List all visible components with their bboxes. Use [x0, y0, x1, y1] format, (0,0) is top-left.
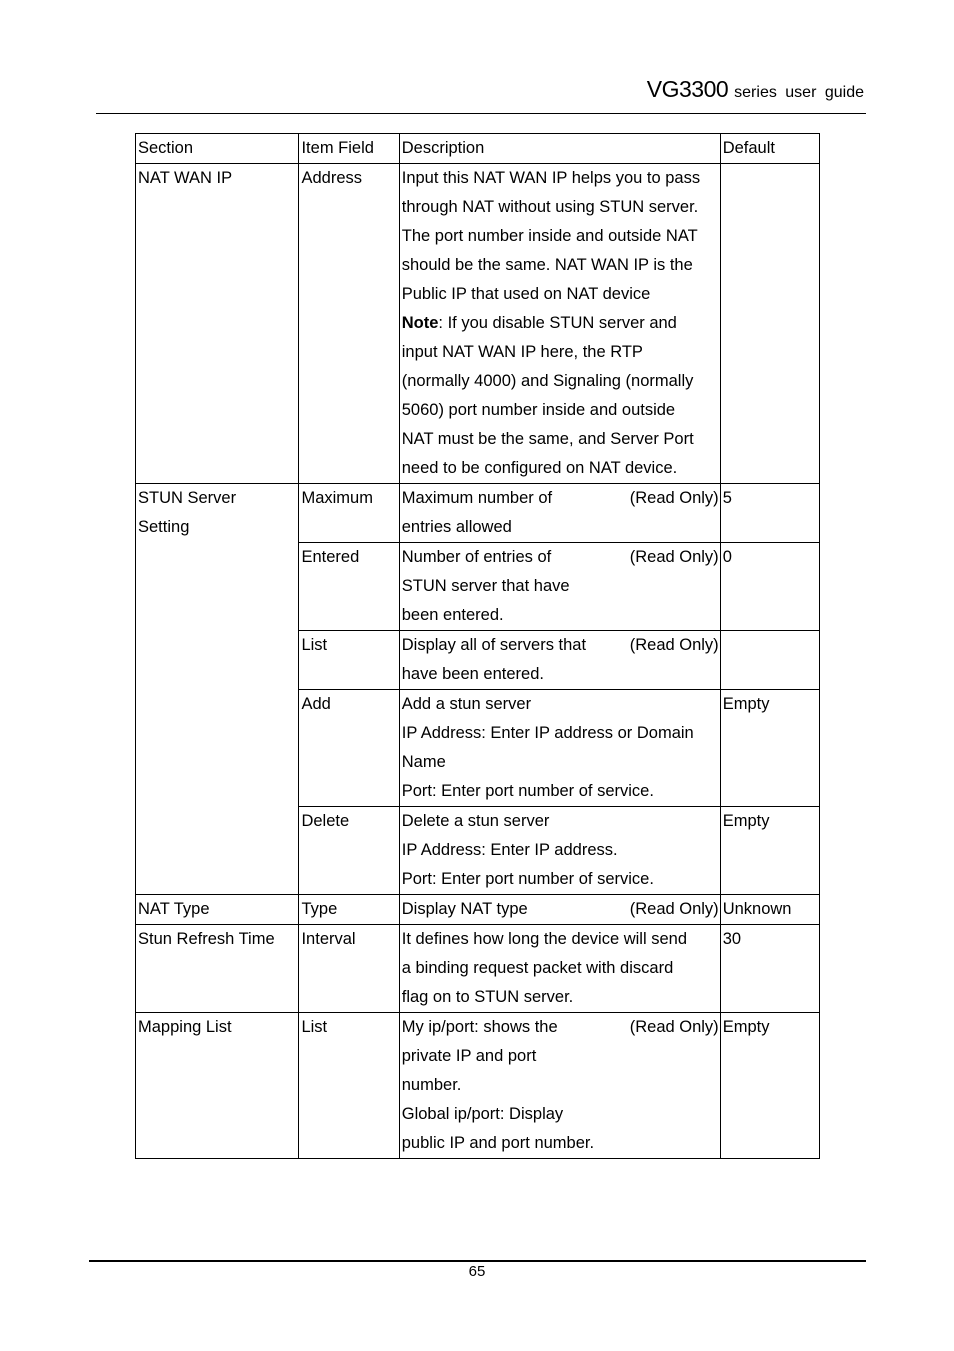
- table-row-nat-type: [136, 895, 820, 925]
- cell-description: [399, 164, 720, 484]
- desc-line: public IP and port number.: [401, 1134, 595, 1152]
- cell-default: [720, 631, 819, 690]
- table-row-mapping-list: [136, 1013, 820, 1159]
- desc-line: should be the same. NAT WAN IP is the: [401, 256, 693, 274]
- cell-item: Delete: [299, 807, 399, 895]
- cell-section-stun: [136, 484, 299, 895]
- stun-settings-table: [135, 133, 820, 1159]
- desc-line: Add a stun server: [401, 695, 532, 713]
- note-line: [402, 309, 719, 338]
- header-default: Default: [720, 134, 819, 164]
- cell-item: Add: [299, 690, 399, 807]
- desc-line: My ip/port: shows the: [401, 1018, 558, 1036]
- cell-description: [399, 631, 720, 690]
- cell-item: Interval: [299, 925, 399, 1013]
- cell-default: Empty: [720, 690, 819, 807]
- desc-line: number.: [401, 1076, 462, 1094]
- desc-line: a binding request packet with discard: [401, 959, 674, 977]
- desc-line: NAT must be the same, and Server Port: [401, 430, 694, 448]
- cell-default: 5: [720, 484, 819, 543]
- desc-line: been entered.: [401, 606, 504, 624]
- read-only-tag: (Read Only): [629, 900, 719, 918]
- read-only-tag: (Read Only): [629, 1018, 719, 1036]
- cell-default: Unknown: [720, 895, 819, 925]
- desc-line: through NAT without using STUN server.: [401, 198, 699, 216]
- header-item-field: Item Field: [299, 134, 399, 164]
- desc-line: STUN server that have: [401, 577, 570, 595]
- desc-line: Port: Enter port number of service.: [401, 782, 654, 800]
- page-number: 65: [468, 1263, 486, 1280]
- cell-section: Stun Refresh Time: [136, 925, 299, 1013]
- cell-default: Empty: [720, 1013, 819, 1159]
- desc-line: 5060) port number inside and outside: [401, 401, 676, 419]
- header-subtitle: series user guide: [734, 84, 864, 101]
- table-row-stun-refresh: [136, 925, 820, 1013]
- cell-description: [399, 543, 720, 631]
- desc-line: It defines how long the device will send: [401, 930, 688, 948]
- header-description: Description: [399, 134, 720, 164]
- cell-description: [399, 690, 720, 807]
- note-text: : If you disable STUN server and: [438, 314, 677, 332]
- cell-description: [399, 484, 720, 543]
- cell-item: Entered: [299, 543, 399, 631]
- desc-line: Port: Enter port number of service.: [401, 870, 654, 888]
- desc-line: Number of entries of: [401, 548, 552, 566]
- header-model: VG3300: [646, 76, 729, 102]
- desc-line: Display NAT type: [401, 900, 528, 918]
- cell-description: [399, 895, 720, 925]
- header-rule: [96, 113, 866, 114]
- desc-line: (normally 4000) and Signaling (normally: [401, 372, 694, 390]
- read-only-tag: (Read Only): [629, 548, 719, 566]
- page-header: [647, 76, 864, 103]
- desc-line: IP Address: Enter IP address or Domain: [401, 724, 694, 742]
- table-row-stun-maximum: [136, 484, 820, 543]
- cell-item: List: [299, 1013, 399, 1159]
- header-section: Section: [136, 134, 299, 164]
- cell-default: 30: [720, 925, 819, 1013]
- desc-line: Delete a stun server: [401, 812, 550, 830]
- cell-section: Mapping List: [136, 1013, 299, 1159]
- cell-description: [399, 1013, 720, 1159]
- desc-line: need to be configured on NAT device.: [401, 459, 678, 477]
- cell-default: Empty: [720, 807, 819, 895]
- table-row-nat-wan-ip: [136, 164, 820, 484]
- cell-section: NAT Type: [136, 895, 299, 925]
- cell-item: Maximum: [299, 484, 399, 543]
- desc-line: Name: [401, 753, 446, 771]
- desc-line: Input this NAT WAN IP helps you to pass: [401, 169, 701, 187]
- desc-line: Maximum number of: [401, 489, 553, 507]
- section-line: Setting: [138, 518, 190, 536]
- read-only-tag: (Read Only): [629, 636, 719, 654]
- desc-line: Public IP that used on NAT device: [401, 285, 651, 303]
- desc-line: input NAT WAN IP here, the RTP: [401, 343, 643, 361]
- desc-line: have been entered.: [401, 665, 544, 683]
- desc-line: Display all of servers that: [401, 636, 587, 654]
- cell-description: [399, 925, 720, 1013]
- desc-line: IP Address: Enter IP address.: [401, 841, 618, 859]
- cell-item: Address: [299, 164, 399, 484]
- note-label: Note: [401, 314, 439, 332]
- desc-line: flag on to STUN server.: [401, 988, 574, 1006]
- cell-default: 0: [720, 543, 819, 631]
- cell-section: NAT WAN IP: [136, 164, 299, 484]
- cell-description: [399, 807, 720, 895]
- desc-line: The port number inside and outside NAT: [401, 227, 698, 245]
- desc-line: private IP and port: [401, 1047, 537, 1065]
- cell-item: List: [299, 631, 399, 690]
- cell-default: [720, 164, 819, 484]
- footer-rule: [89, 1260, 866, 1262]
- cell-item: Type: [299, 895, 399, 925]
- section-line: STUN Server: [138, 489, 237, 507]
- table-header-row: [136, 134, 820, 164]
- desc-line: Global ip/port: Display: [401, 1105, 564, 1123]
- desc-line: entries allowed: [401, 518, 512, 536]
- read-only-tag: (Read Only): [629, 489, 719, 507]
